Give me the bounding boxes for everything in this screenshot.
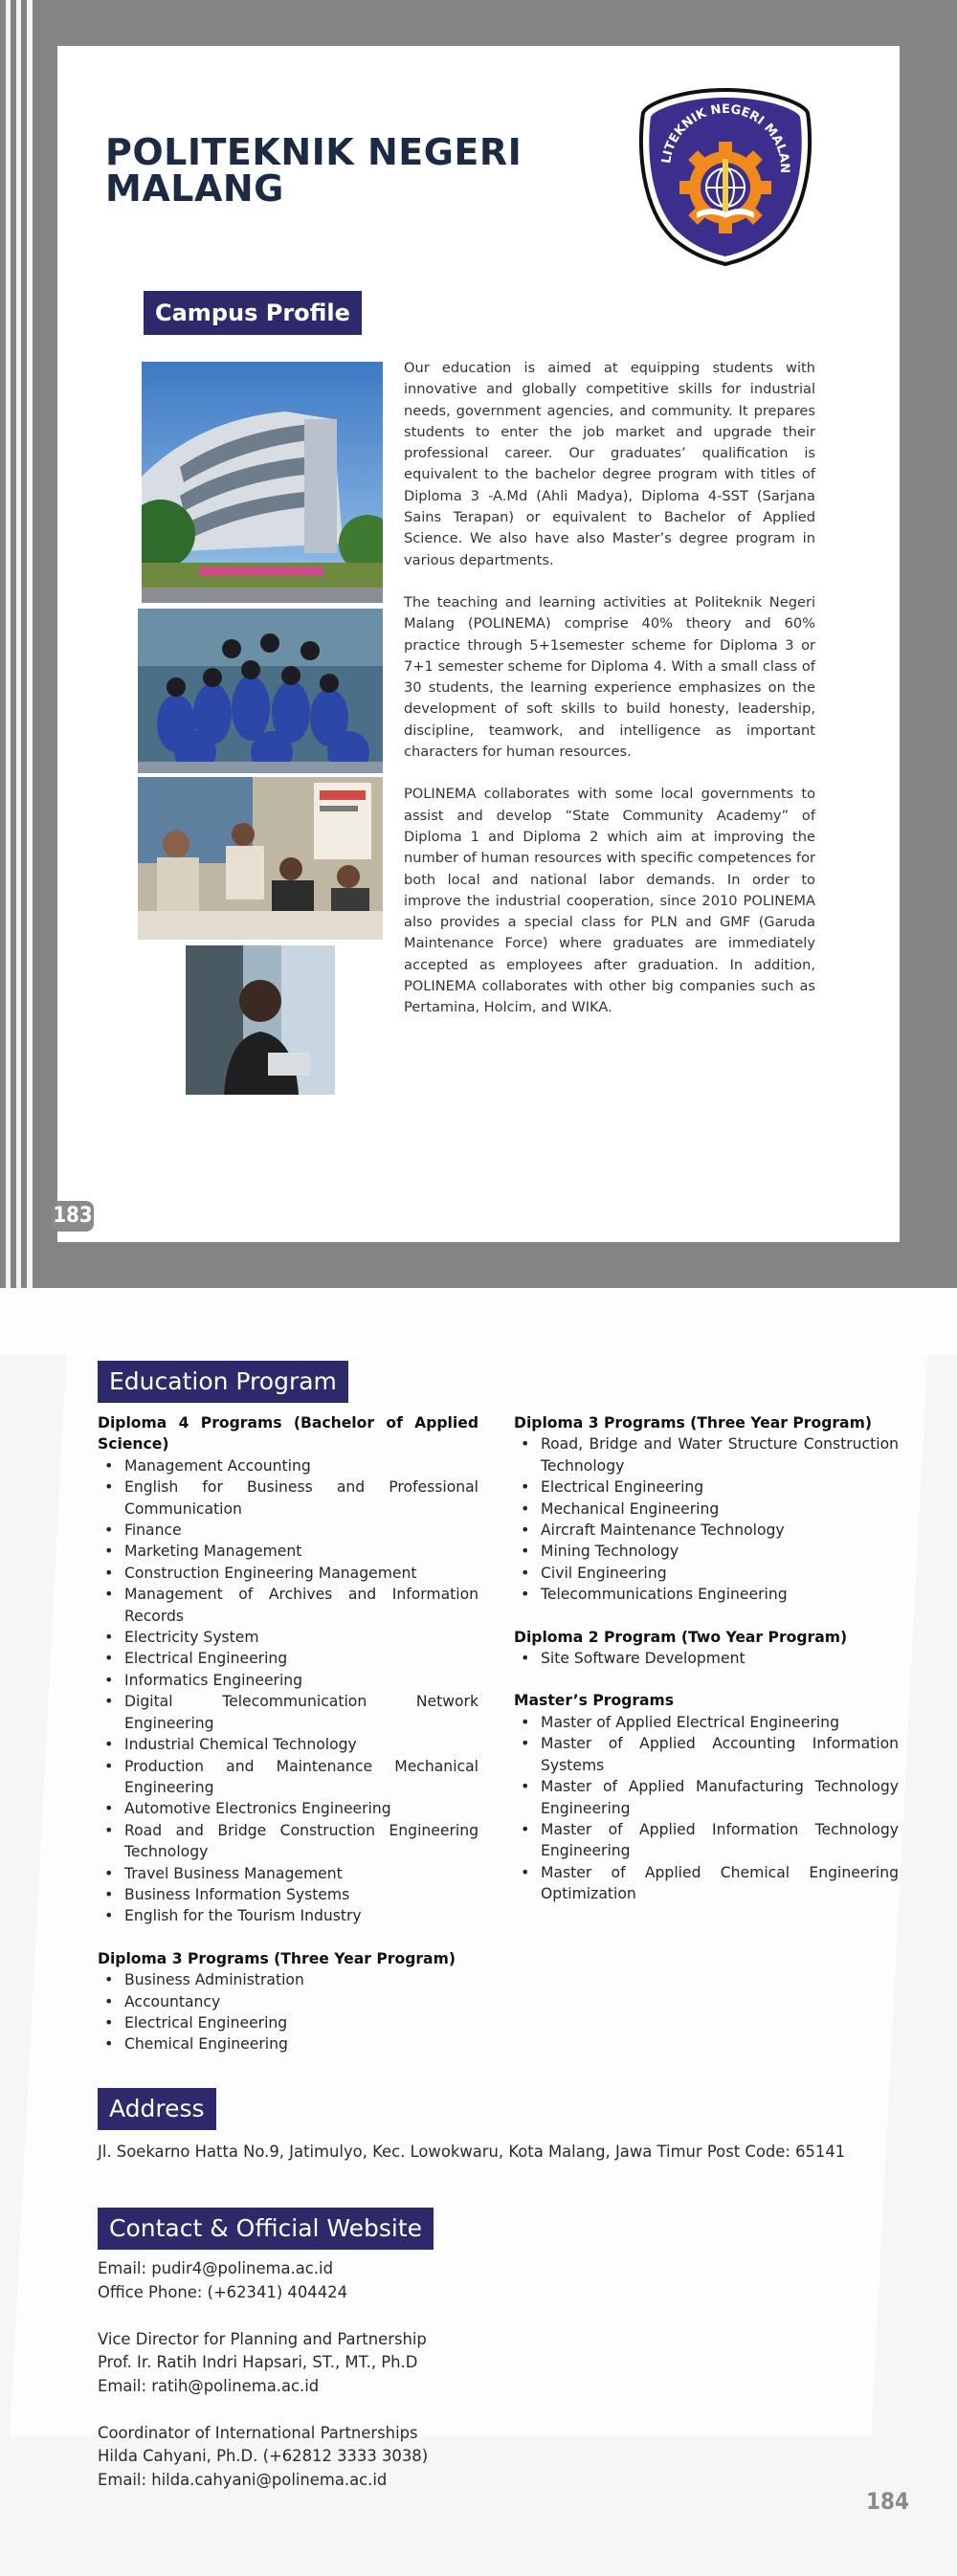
list-item: • Master of Applied Accounting Information Systems <box>514 1733 899 1776</box>
profile-paragraph: The teaching and learning activities at Politeknik Negeri Malang (POLINEMA) comprise 40% theory and 60% practice through 5+1semester scheme for Diploma 3 or 7+1 semester scheme for Diploma 4. With a small class of 30 students, the learning experience emphasizes on the development of soft skills to build honesty, leadership, discipline, teamwork, and intelligence as important characters for human resources. <box>404 593 815 761</box>
campus-profile-text <box>404 358 815 1040</box>
program-group-title: Diploma 2 Program (Two Year Program) <box>514 1628 848 1646</box>
list-item: • Master of Applied Electrical Engineering <box>514 1712 899 1733</box>
page-number: 183 <box>52 1201 94 1232</box>
education-program-heading: Education Program <box>98 1361 348 1403</box>
contact-block <box>98 2257 768 2492</box>
list-item: • Mechanical Engineering <box>514 1499 899 1520</box>
classroom-discussion-photo <box>138 777 383 940</box>
contact-line: Email: ratih@polinema.ac.id <box>98 2376 320 2395</box>
campus-building-photo <box>142 362 383 603</box>
program-list <box>514 1433 899 1605</box>
list-item: • Management of Archives and Information Records <box>98 1584 478 1627</box>
contact-line: Coordinator of International Partnerships <box>98 2423 418 2442</box>
list-item: • Aircraft Maintenance Technology <box>514 1520 899 1541</box>
program-list <box>98 1969 478 2055</box>
list-item: • Travel Business Management <box>98 1863 478 1884</box>
list-item: • Marketing Management <box>98 1541 478 1562</box>
page-card <box>57 46 900 1242</box>
page-184 <box>0 1288 957 2576</box>
program-group-title: Master’s Programs <box>514 1692 675 1710</box>
list-item: • Construction Engineering Management <box>98 1563 478 1584</box>
list-item: • Business Administration <box>98 1969 478 1990</box>
list-item: • Road and Bridge Construction Engineering Technology <box>98 1820 478 1863</box>
list-item: • Business Information Systems <box>98 1884 478 1905</box>
program-group-title: Diploma 3 Programs (Three Year Program) <box>514 1414 872 1432</box>
profile-paragraph: POLINEMA collaborates with some local governments to assist and develop “State Community Academy” of Diploma 1 and Diploma 2 which aim at improving the number of human resources with specific competences for both local and national labor demands. In order to improve the industrial cooperation, since 2010 POLINEMA also provides a special class for PLN and GMF (Garuda Maintenance Force) where graduates are immediately accepted as employees after graduation. In addition, POLINEMA collaborates with other big companies such as Pertamina, Holcim, and WIKA. <box>404 786 815 1016</box>
list-item: • Mining Technology <box>514 1541 899 1562</box>
program-list <box>514 1712 899 1905</box>
program-group-title: Diploma 4 Programs (Bachelor of Applied Science) <box>98 1414 478 1454</box>
side-stripe <box>16 0 21 1288</box>
list-item: • Electricity System <box>98 1627 478 1648</box>
program-list <box>98 1455 478 1927</box>
address-text: Jl. Soekarno Hatta No.9, Jatimulyo, Kec. Lowokwaru, Kota Malang, Jawa Timur Post Code: 65141 <box>98 2143 846 2161</box>
contact-line: Prof. Ir. Ratih Indri Hapsari, ST., MT., Ph.D <box>98 2353 418 2371</box>
list-item: • Electrical Engineering <box>98 1648 478 1669</box>
logo-arc-text: LITEKNIK NEGERI MALAN <box>659 101 792 174</box>
list-item: • Management Accounting <box>98 1455 478 1477</box>
polinema-logo <box>635 84 815 266</box>
list-item: • Informatics Engineering <box>98 1670 478 1691</box>
list-item: • Telecommunications Engineering <box>514 1584 899 1605</box>
contact-line <box>98 2398 768 2422</box>
list-item: • English for Business and Professional Communication <box>98 1477 478 1520</box>
list-item: • Electrical Engineering <box>514 1477 899 1498</box>
university-title: POLITEKNIK NEGERI MALANG <box>105 131 523 210</box>
contact-line <box>98 2304 768 2328</box>
list-item: • Road, Bridge and Water Structure Construction Technology <box>514 1433 899 1477</box>
program-group-title: Diploma 3 Programs (Three Year Program) <box>98 1949 456 1967</box>
list-item: • Accountancy <box>98 1991 478 2012</box>
page-number: 184 <box>866 2488 910 2515</box>
list-item: • English for the Tourism Industry <box>98 1905 478 1926</box>
campus-profile-heading: Campus Profile <box>144 291 362 335</box>
list-item: • Finance <box>98 1520 478 1541</box>
contact-line: Office Phone: (+62341) 404424 <box>98 2282 348 2301</box>
list-item: • Civil Engineering <box>514 1563 899 1584</box>
address-heading: Address <box>98 2088 216 2130</box>
contact-heading: Contact & Official Website <box>98 2208 434 2250</box>
list-item: • Master of Applied Information Technology Engineering <box>514 1819 899 1862</box>
list-item: • Chemical Engineering <box>98 2033 478 2054</box>
contact-line: Email: pudir4@polinema.ac.id <box>98 2259 333 2277</box>
contact-line: Hilda Cahyani, Ph.D. (+62812 3333 3038) <box>98 2447 429 2465</box>
list-item: • Master of Applied Manufacturing Technology Engineering <box>514 1776 899 1819</box>
list-item: • Digital Telecommunication Network Engineering <box>98 1691 478 1734</box>
education-right-column <box>514 1412 899 1926</box>
contact-line: Vice Director for Planning and Partnership <box>98 2329 427 2348</box>
program-list <box>514 1648 899 1669</box>
profile-paragraph: Our education is aimed at equipping students with innovative and globally competitive skills for industrial needs, government agencies, and community. It prepares students to enter the job market and upgrade their professional career. Our graduates’ qualification is equivalent to the bachelor degree program with titles of Diploma 3 -A.Md (Ahli Madya), Diploma 4-SST (Sarjana Sains Terapan) or equivalent to Bachelor of Applied Science. We also have also Master’s degree program in various departments. <box>404 360 815 568</box>
student-phone-photo <box>186 945 335 1095</box>
side-stripe <box>27 0 33 1288</box>
side-stripe <box>6 0 11 1288</box>
list-item: • Production and Maintenance Mechanical Engineering <box>98 1756 478 1799</box>
list-item: • Master of Applied Chemical Engineering Optimization <box>514 1862 899 1905</box>
education-left-column <box>98 1412 478 2076</box>
contact-line: Email: hilda.cahyani@polinema.ac.id <box>98 2470 388 2489</box>
students-group-photo <box>138 609 383 773</box>
list-item: • Automotive Electronics Engineering <box>98 1798 478 1819</box>
list-item: • Industrial Chemical Technology <box>98 1734 478 1755</box>
list-item: • Site Software Development <box>514 1648 899 1669</box>
list-item: • Electrical Engineering <box>98 2012 478 2033</box>
